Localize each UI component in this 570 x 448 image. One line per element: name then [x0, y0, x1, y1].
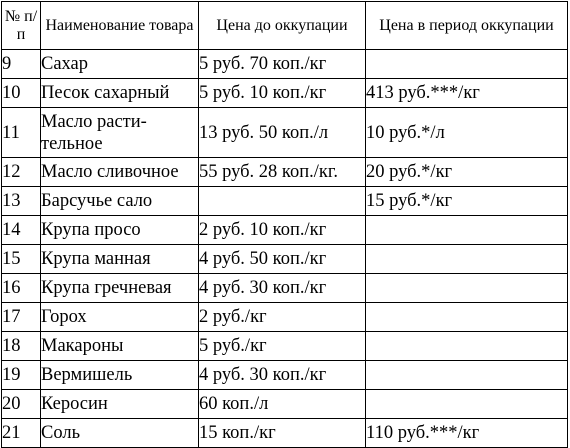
row-price-before: 13 руб. 50 коп./л [199, 108, 366, 158]
price-table [1, 1, 568, 448]
row-name: Крупа манная [41, 245, 199, 274]
row-price-before: 60 коп./л [199, 390, 366, 419]
table-row [2, 216, 568, 245]
row-price-before: 5 руб. 10 коп./кг [199, 79, 366, 108]
row-price-during: 413 руб.***/кг [366, 79, 568, 108]
row-name: Крупа просо [41, 216, 199, 245]
row-price-before: 5 руб./кг [199, 332, 366, 361]
row-price-during [366, 303, 568, 332]
row-price-before: 55 руб. 28 коп./кг. [199, 158, 366, 187]
table-row [2, 390, 568, 419]
table-row [2, 108, 568, 158]
row-price-before: 2 руб. 10 коп./кг [199, 216, 366, 245]
row-number: 21 [2, 419, 41, 448]
table-row [2, 303, 568, 332]
header-number: № п/п [2, 2, 41, 50]
table-row [2, 158, 568, 187]
header-price-during: Цена в период оккупации [366, 2, 568, 50]
row-price-during [366, 274, 568, 303]
table-row [2, 187, 568, 216]
row-price-during: 15 руб.*/кг [366, 187, 568, 216]
row-price-during [366, 332, 568, 361]
table-row [2, 361, 568, 390]
row-price-before: 5 руб. 70 коп./кг [199, 50, 366, 79]
row-price-during: 10 руб.*/л [366, 108, 568, 158]
row-price-before [199, 187, 366, 216]
row-number: 9 [2, 50, 41, 79]
row-number: 17 [2, 303, 41, 332]
row-number: 15 [2, 245, 41, 274]
row-name: Вермишель [41, 361, 199, 390]
row-price-during [366, 245, 568, 274]
row-price-during: 110 руб.***/кг [366, 419, 568, 448]
row-name: Песок сахарный [41, 79, 199, 108]
table-row [2, 50, 568, 79]
row-name: Макароны [41, 332, 199, 361]
table-row [2, 245, 568, 274]
row-price-during [366, 50, 568, 79]
row-number: 18 [2, 332, 41, 361]
row-price-before: 4 руб. 30 коп./кг [199, 274, 366, 303]
row-number: 11 [2, 108, 41, 158]
row-price-during [366, 216, 568, 245]
row-number: 12 [2, 158, 41, 187]
row-number: 14 [2, 216, 41, 245]
row-name: Барсучье сало [41, 187, 199, 216]
row-number: 19 [2, 361, 41, 390]
table-header-row [2, 2, 568, 50]
row-name: Крупа гречневая [41, 274, 199, 303]
table-row [2, 332, 568, 361]
row-number: 20 [2, 390, 41, 419]
row-name: Соль [41, 419, 199, 448]
table-row [2, 419, 568, 448]
row-price-before: 2 руб./кг [199, 303, 366, 332]
header-price-before: Цена до оккупации [199, 2, 366, 50]
row-name: Масло расти-тельное [41, 108, 199, 158]
row-name: Горох [41, 303, 199, 332]
row-price-during: 20 руб.*/кг [366, 158, 568, 187]
table-row [2, 79, 568, 108]
row-price-before: 4 руб. 30 коп./кг [199, 361, 366, 390]
row-number: 10 [2, 79, 41, 108]
row-price-before: 15 коп./кг [199, 419, 366, 448]
row-price-before: 4 руб. 50 коп./кг [199, 245, 366, 274]
row-number: 16 [2, 274, 41, 303]
table-row [2, 274, 568, 303]
row-price-during [366, 361, 568, 390]
row-name: Керосин [41, 390, 199, 419]
row-name: Сахар [41, 50, 199, 79]
row-price-during [366, 390, 568, 419]
header-name: Наименование товара [41, 2, 199, 50]
row-name: Масло сливочное [41, 158, 199, 187]
row-number: 13 [2, 187, 41, 216]
